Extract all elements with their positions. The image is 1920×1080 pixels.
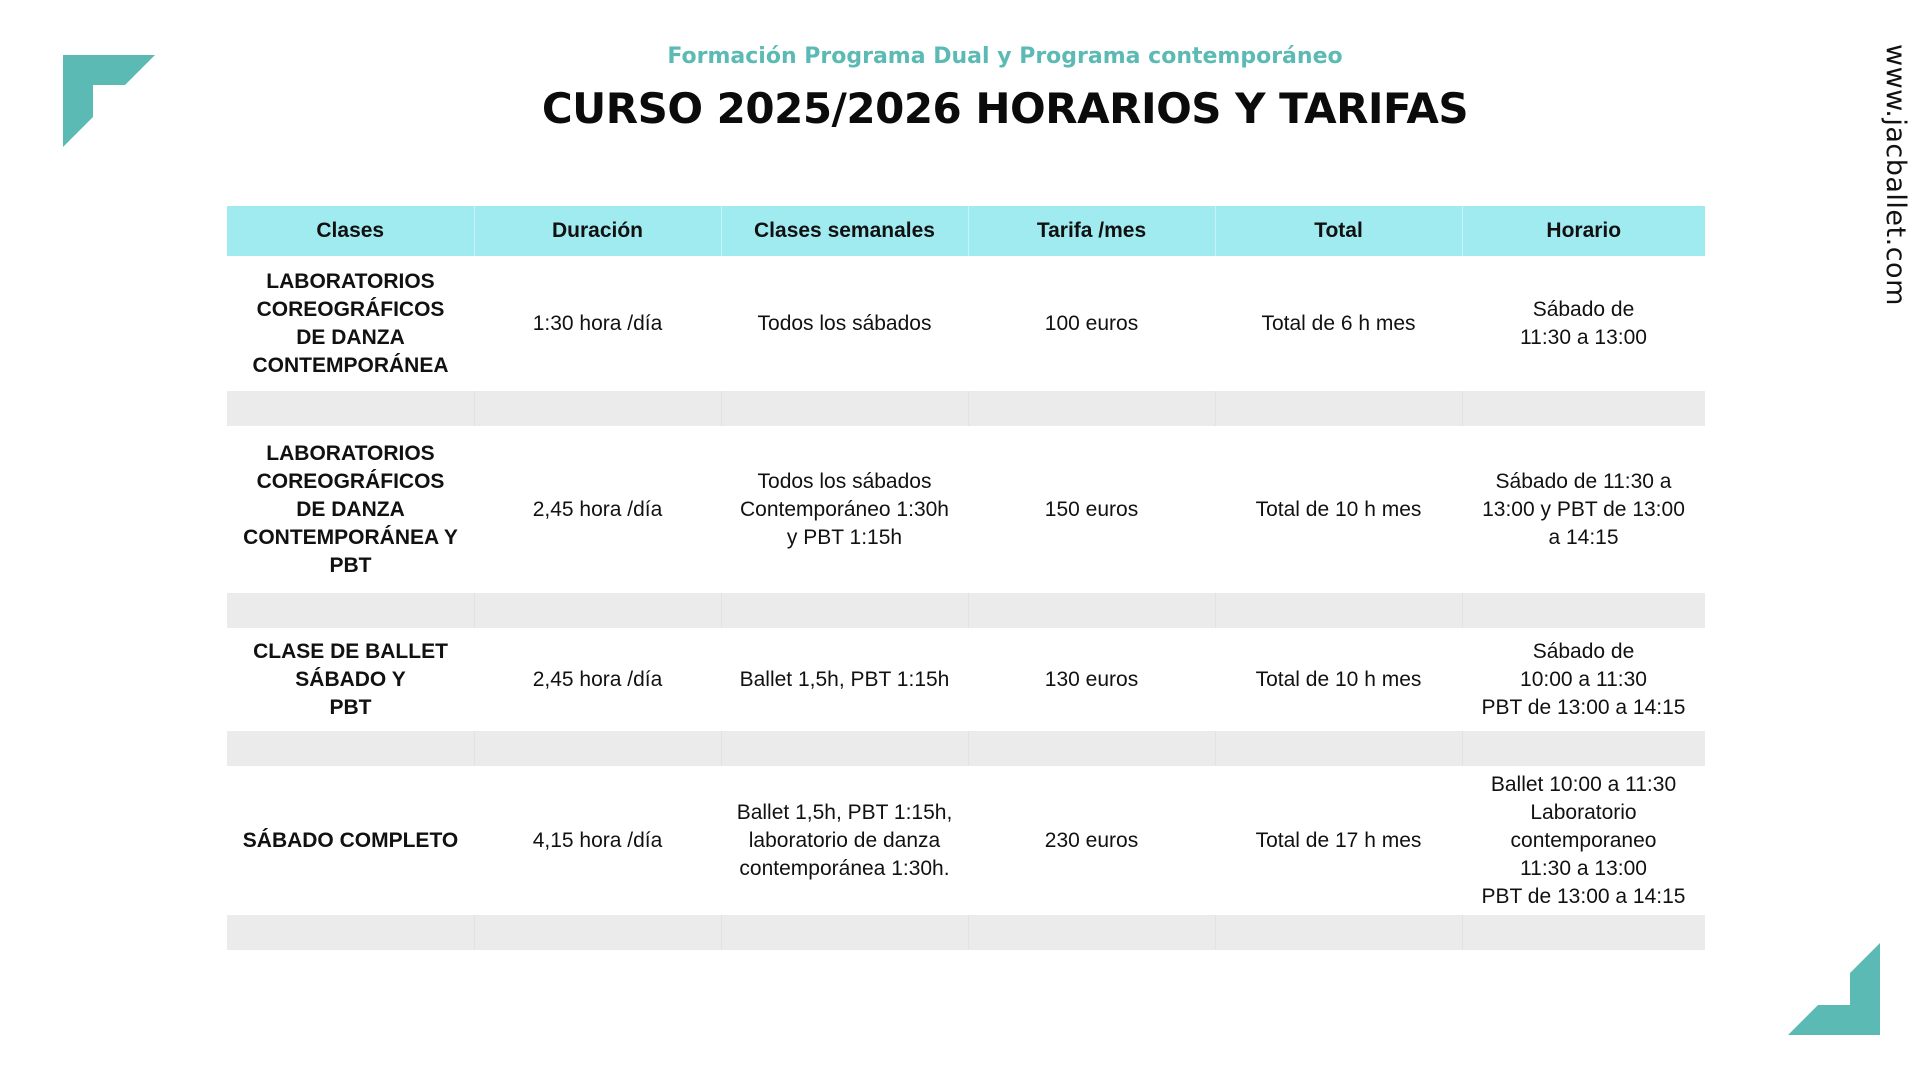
table-spacer-row <box>227 391 1705 426</box>
cell-line: PBT <box>329 695 372 719</box>
table-spacer-row <box>227 915 1705 950</box>
table-row <box>227 256 1705 391</box>
cell-total: Total de 10 h mes <box>1255 497 1422 521</box>
cell-total: Total de 10 h mes <box>1255 667 1422 691</box>
spacer-cell <box>968 593 1215 628</box>
cell-line: Laboratorio <box>1530 800 1637 824</box>
column-header-clases: Clases <box>227 206 474 256</box>
cell-line: Todos los sábados <box>757 469 932 493</box>
cell-line: Sábado de <box>1532 297 1635 321</box>
column-header-clases-semanales: Clases semanales <box>721 206 968 256</box>
cell-line: Contemporáneo 1:30h <box>740 497 949 521</box>
cell-tarifa: 100 euros <box>1044 311 1139 335</box>
spacer-cell <box>227 391 474 426</box>
cell-line: Ballet 10:00 a 11:30 <box>1490 772 1677 796</box>
page-subtitle: Formación Programa Dual y Programa contemporáneo <box>667 44 1343 69</box>
cell-semanales <box>721 628 968 731</box>
spacer-cell <box>227 731 474 766</box>
cell-line: COREOGRÁFICOS <box>256 297 445 321</box>
cell-line: PBT de 13:00 a 14:15 <box>1481 884 1686 908</box>
column-header-total: Total <box>1215 206 1462 256</box>
spacer-cell <box>474 593 721 628</box>
cell-line: DE DANZA <box>296 497 405 521</box>
spacer-cell <box>474 731 721 766</box>
cell-line: SÁBADO COMPLETO <box>242 828 459 852</box>
cell-total: Total de 6 h mes <box>1261 311 1416 335</box>
cell-line: 13:00 y PBT de 13:00 <box>1482 497 1685 521</box>
spacer-cell <box>227 593 474 628</box>
cell-line: LABORATORIOS <box>266 441 435 465</box>
cell-duracion: 2,45 hora /día <box>532 497 663 521</box>
cell-line: CONTEMPORÁNEA <box>252 353 449 377</box>
spacer-cell <box>1462 731 1705 766</box>
spacer-cell <box>1215 391 1462 426</box>
cell-line: DE DANZA <box>296 325 405 349</box>
cell-semanales <box>721 256 968 391</box>
cell-line: 11:30 a 13:00 <box>1520 856 1647 880</box>
spacer-cell <box>721 593 968 628</box>
table-spacer-row <box>227 593 1705 628</box>
cell-line: LABORATORIOS <box>266 269 435 293</box>
cell-line: Ballet 1,5h, PBT 1:15h <box>739 667 950 691</box>
page-title: CURSO 2025/2026 HORARIOS Y TARIFAS <box>541 84 1469 133</box>
column-header-tarifa: Tarifa /mes <box>968 206 1215 256</box>
cell-semanales <box>721 766 968 915</box>
cell-duracion: 2,45 hora /día <box>532 667 663 691</box>
spacer-cell <box>1462 915 1705 950</box>
column-header-duracion: Duración <box>474 206 721 256</box>
spacer-cell <box>721 731 968 766</box>
cell-total: Total de 17 h mes <box>1255 828 1422 852</box>
spacer-cell <box>474 391 721 426</box>
cell-horario <box>1462 628 1705 731</box>
table-row <box>227 628 1705 731</box>
cell-line: PBT <box>329 553 372 577</box>
table-row <box>227 766 1705 915</box>
spacer-cell <box>1215 593 1462 628</box>
spacer-cell <box>1462 391 1705 426</box>
website-url: www.jacballet.com <box>1880 44 1911 306</box>
cell-line: CONTEMPORÁNEA Y <box>243 525 458 549</box>
cell-line: contemporaneo <box>1510 828 1657 852</box>
spacer-cell <box>1215 731 1462 766</box>
cell-tarifa: 130 euros <box>1044 667 1139 691</box>
cell-tarifa: 150 euros <box>1044 497 1139 521</box>
spacer-cell <box>227 915 474 950</box>
cell-horario <box>1462 256 1705 391</box>
spacer-cell <box>968 391 1215 426</box>
cell-line: CLASE DE BALLET <box>253 639 448 663</box>
corner-shape-bottom-right-icon <box>1788 943 1880 1035</box>
cell-line: SÁBADO Y <box>295 667 406 691</box>
spacer-cell <box>474 915 721 950</box>
table-header-row <box>227 206 1705 256</box>
cell-line: contemporánea 1:30h. <box>739 856 950 880</box>
cell-horario <box>1462 426 1705 593</box>
table-spacer-row <box>227 731 1705 766</box>
cell-line: Sábado de 11:30 a <box>1495 469 1672 493</box>
cell-line: y PBT 1:15h <box>786 525 903 549</box>
column-header-horario: Horario <box>1462 206 1705 256</box>
cell-line: 10:00 a 11:30 <box>1520 667 1647 691</box>
cell-tarifa: 230 euros <box>1044 828 1139 852</box>
cell-line: COREOGRÁFICOS <box>256 469 445 493</box>
cell-line: 11:30 a 13:00 <box>1520 325 1647 349</box>
spacer-cell <box>968 915 1215 950</box>
cell-line: PBT de 13:00 a 14:15 <box>1481 695 1686 719</box>
cell-clase <box>227 766 474 915</box>
cell-clase <box>227 426 474 593</box>
cell-duracion: 4,15 hora /día <box>532 828 663 852</box>
table-row <box>227 426 1705 593</box>
spacer-cell <box>721 915 968 950</box>
schedule-table <box>227 206 1705 950</box>
spacer-cell <box>1462 593 1705 628</box>
cell-line: Ballet 1,5h, PBT 1:15h, <box>736 800 953 824</box>
cell-horario <box>1462 766 1705 915</box>
cell-line: Todos los sábados <box>757 311 932 335</box>
cell-line: a 14:15 <box>1548 525 1619 549</box>
spacer-cell <box>1215 915 1462 950</box>
spacer-cell <box>968 731 1215 766</box>
cell-clase <box>227 256 474 391</box>
cell-duracion: 1:30 hora /día <box>532 311 663 335</box>
spacer-cell <box>721 391 968 426</box>
cell-clase <box>227 628 474 731</box>
cell-semanales <box>721 426 968 593</box>
cell-line: laboratorio de danza <box>748 828 941 852</box>
cell-line: Sábado de <box>1532 639 1635 663</box>
